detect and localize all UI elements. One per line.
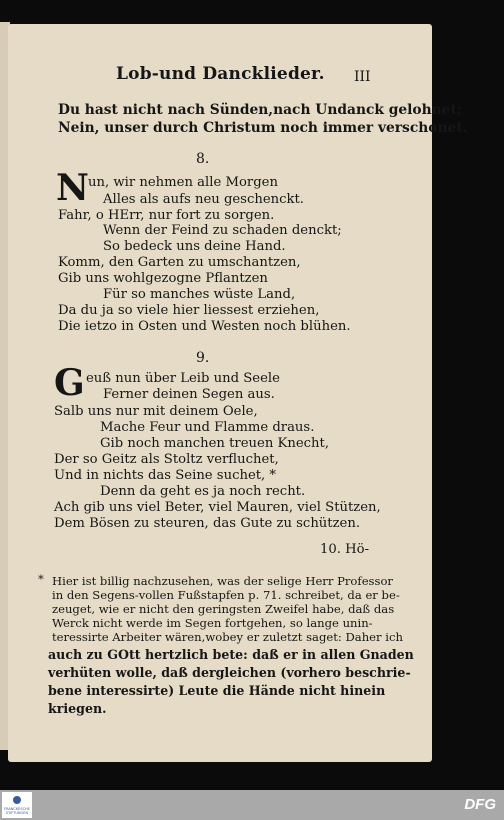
verse-line: Gib noch manchen treuen Knecht,: [100, 436, 330, 451]
verse-line: Alles als aufs neu geschenckt.: [103, 192, 304, 207]
stanza-number: 8.: [196, 151, 210, 167]
verse-line: un, wir nehmen alle Morgen: [88, 175, 278, 190]
verse-line: Und in nichts das Seine suchet, *: [54, 468, 277, 483]
verse-line: Fahr, o HErr, nur fort zu sorgen.: [58, 208, 275, 223]
verse-line: Da du ja so viele hier liessest erziehen,: [58, 303, 320, 318]
footnote-line: teressirte Arbeiter wären,wobey er zuletzt saget: Daher ich: [52, 630, 403, 644]
intro-line: Du hast nicht nach Sünden,nach Undanck gelohnet;: [58, 102, 462, 118]
footnote-line: auch zu GOtt hertzlich bete: daß er in allen Gnaden: [48, 647, 414, 662]
seal-icon: [13, 796, 21, 804]
verse-line: Wenn der Feind zu schaden denckt;: [103, 223, 342, 238]
viewer-footer-bar: [0, 790, 504, 820]
verse-line: Dem Bösen zu steuren, das Gute zu schützen.: [54, 516, 361, 531]
verse-line: Denn da geht es ja noch recht.: [100, 484, 306, 499]
page-number: III: [354, 69, 371, 85]
footnote-marker: *: [38, 572, 44, 586]
verse-line: Salb uns nur mit deinem Oele,: [54, 404, 258, 419]
footnote-line: Hier ist billig nachzusehen, was der selige Herr Professor: [52, 574, 393, 588]
verse-line: So bedeck uns deine Hand.: [103, 239, 286, 254]
verse-line: euß nun über Leib und Seele: [86, 371, 280, 386]
drop-cap: N: [56, 167, 89, 209]
verse-line: Mache Feur und Flamme draus.: [100, 420, 315, 435]
stanza-number: 9.: [196, 350, 210, 366]
verse-line: Komm, den Garten zu umschantzen,: [58, 255, 301, 270]
verse-line: Die ietzo in Osten und Westen noch blühen.: [58, 319, 351, 334]
book-page: [8, 24, 468, 762]
verse-line: Für so manches wüste Land,: [103, 287, 296, 302]
institution-logo[interactable]: [2, 792, 32, 818]
logo-text: FRANCKESCHE STIFTUNGEN: [4, 807, 30, 815]
dfg-logo[interactable]: DFG: [464, 796, 496, 813]
verse-line: Der so Geitz als Stoltz verfluchet,: [54, 452, 279, 467]
footnote-line: kriegen.: [48, 701, 107, 716]
verse-line: Gib uns wohlgezogne Pflantzen: [58, 271, 268, 286]
verse-line: Ferner deinen Segen aus.: [103, 387, 275, 402]
drop-cap: G: [54, 362, 85, 404]
catchword: 10. Hö-: [320, 542, 370, 557]
footnote-line: Werck nicht werde im Segen fortgehen, so lange unin-: [52, 616, 373, 630]
verse-line: Ach gib uns viel Beter, viel Mauren, viel Stützen,: [54, 500, 381, 515]
footnote-line: verhüten wolle, daß dergleichen (vorhero beschrie-: [48, 665, 411, 680]
footnote-line: bene interessirte) Leute die Hände nicht hinein: [48, 683, 386, 698]
running-header: Lob-und Dancklieder.: [116, 64, 325, 84]
footnote-line: zeuget, wie er nicht den geringsten Zweifel habe, daß das: [52, 602, 395, 616]
footnote-line: in den Segens-vollen Fußstapfen p. 71. schreibet, da er be-: [52, 588, 400, 602]
intro-line: Nein, unser durch Christum noch immer verschonet.: [58, 120, 468, 136]
